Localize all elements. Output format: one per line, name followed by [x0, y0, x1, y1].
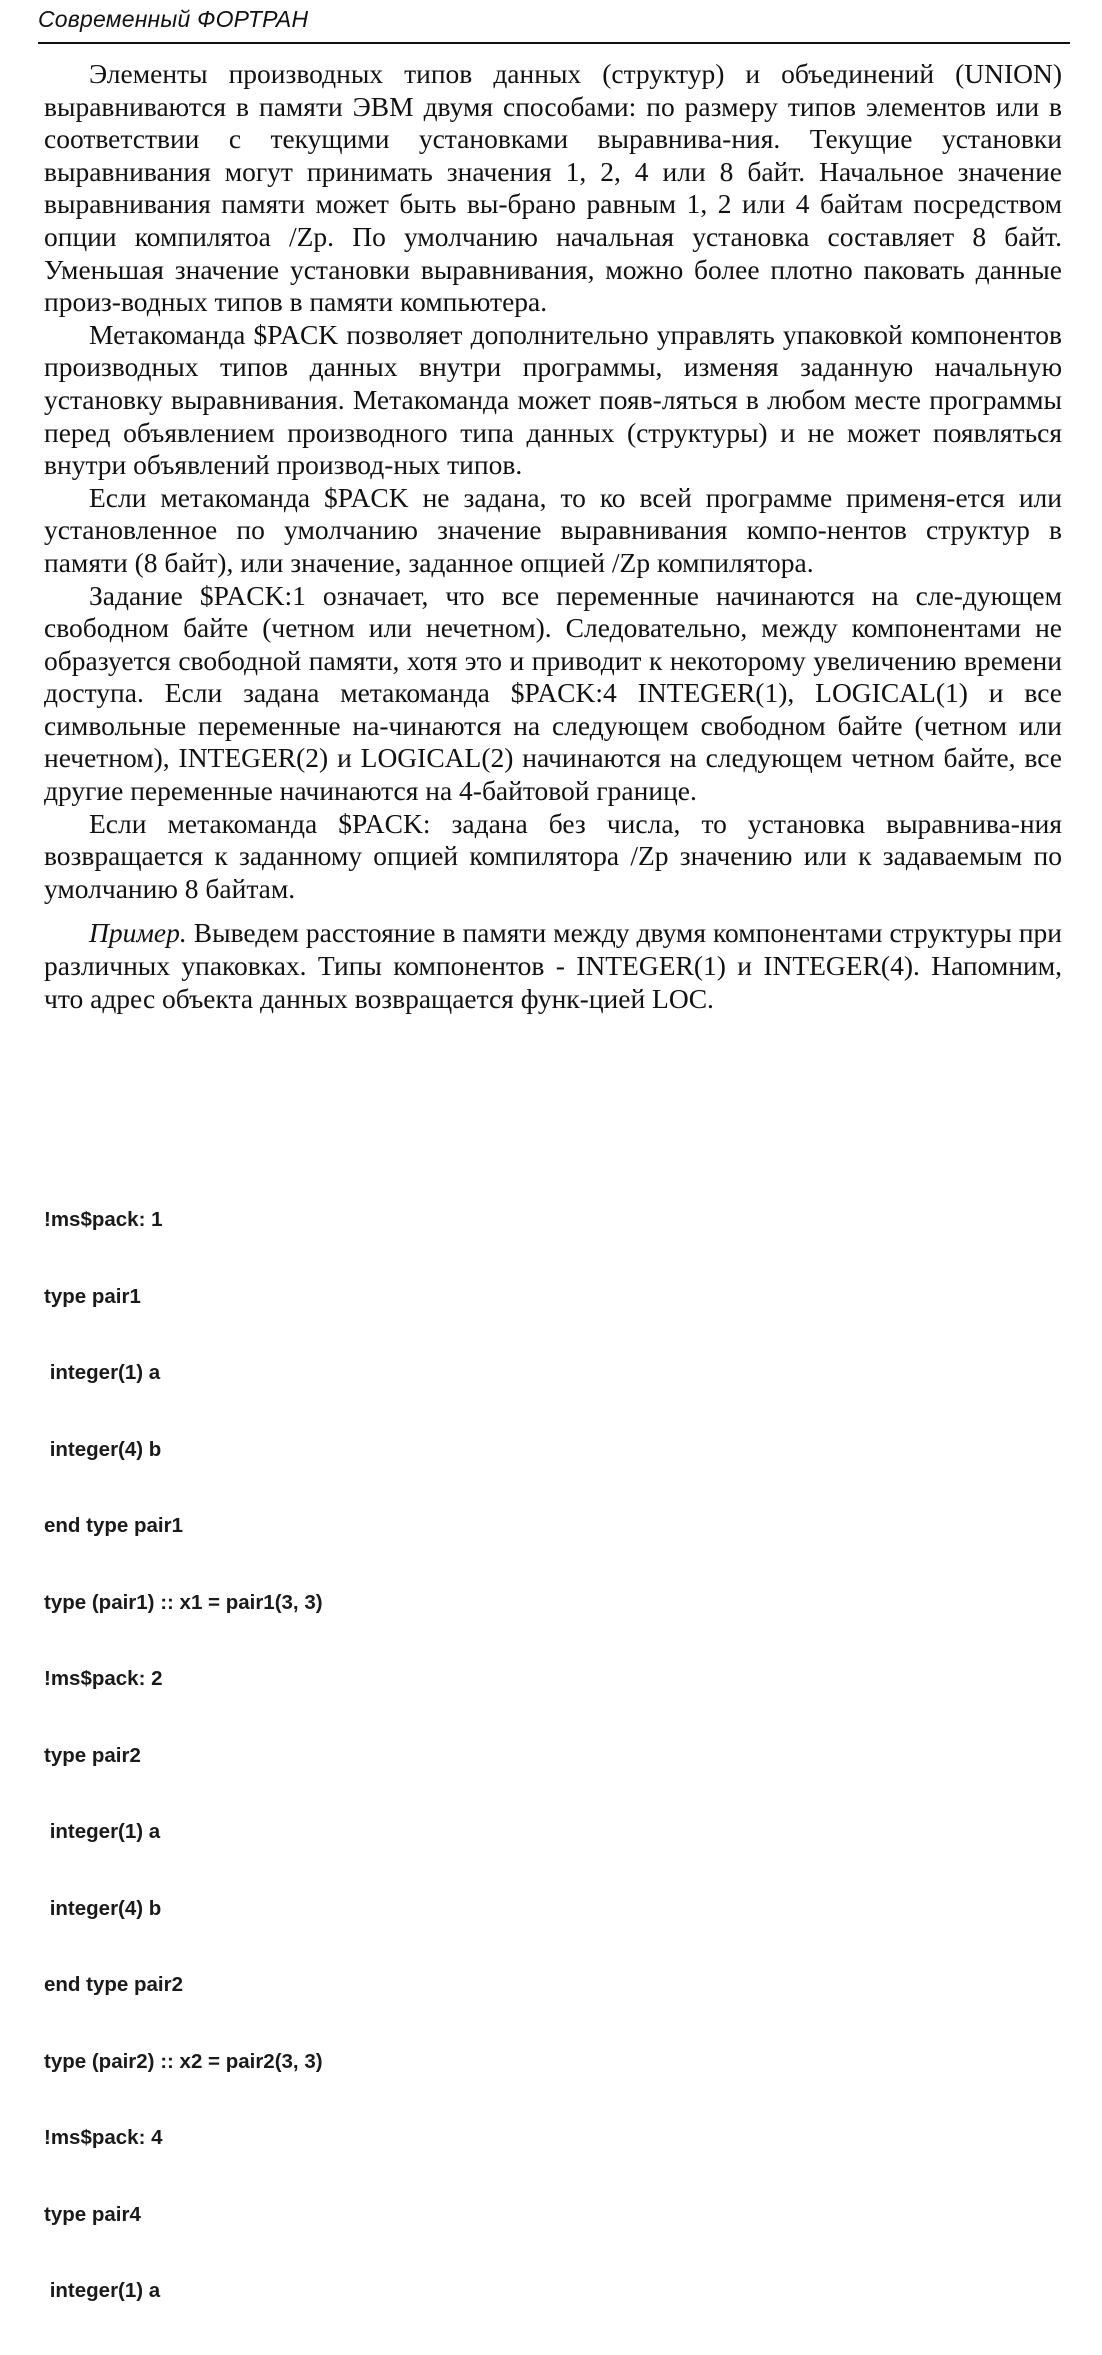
code-line: !ms$pack: 4 — [44, 2126, 163, 2149]
paragraph-alignment-intro: Элементы производных типов данных (структур) и объединений (UNION) выравниваются в памяти ЭВМ двумя способами: по размеру типов элементов или в соответствии с текущими установками выравнива-ния. Текущие установки выравнивания могут принимать значения 1, 2, 4 или 8 байт. Начальное значение выравнивания памяти может быть вы-брано равным 1, 2 или 4 байтам посредством опции компилятоа /Zp. По умолчанию начальная установка составляет 8 байт. Уменьшая значение установки выравнивания, можно более плотно паковать данные произ-водных типов в памяти компьютера. — [44, 58, 1062, 318]
code-line: integer(4) b — [44, 1896, 162, 1920]
code-line: type (pair1) :: x1 = pair1(3, 3) — [44, 1590, 323, 1614]
code-line: !ms$pack: 2 — [44, 1667, 163, 1690]
paragraph-pack-values: Задание $PACK:1 означает, что все переменные начинаются на сле-дующем свободном байте (четном или нечетном). Следовательно, между компонентами не образуется свободной памяти, хотя это и приводит к некоторому увеличению времени доступа. Если задана метакоманда $PACK:4 INTEGER(1), LOGICAL(1) и все символьные переменные на-чинаются на следующем свободном байте (четном или нечетном), INTEGER(2) и LOGICAL(2) начинаются на следующем четном байте, все другие переменные начинаются на 4-байтовой границе. — [44, 579, 1062, 807]
code-line: end type pair1 — [44, 1514, 183, 1537]
running-header: Современный ФОРТРАН — [38, 6, 309, 32]
paragraph-pack-no-number: Если метакоманда $PACK: задана без числа, то установка выравнива-ния возвращается к заданному опцией компилятора /Zp значению или к задаваемым по умолчанию 8 байтам. — [44, 807, 1062, 904]
body-text — [44, 58, 1062, 1015]
example-text: Выведем расстояние в памяти между двумя компонентами структуры при различных упаковках. Типы компонентов - INTEGER(1) и INTEGER(4). Напомним, что адрес объекта данных возвращается функ-цией LOC. — [44, 917, 1062, 1014]
code-line: integer(1) a — [44, 2279, 161, 2302]
code-line: integer(1) a — [44, 1361, 161, 1384]
code-line: type pair4 — [44, 2202, 141, 2226]
example-label: Пример. — [89, 917, 187, 949]
code-line: type pair1 — [44, 1284, 141, 1308]
code-listing — [44, 1156, 323, 2355]
code-line: integer(1) a — [44, 1820, 161, 1843]
code-line: type (pair2) :: x2 = pair2(3, 3) — [44, 2049, 323, 2073]
paragraph-pack-default: Если метакоманда $PACK не задана, то ко всей программе применя-ется или установленное по умолчанию значение выравнивания компо-нентов структур в памяти (8 байт), или значение, заданное опцией /Zp компилятора. — [44, 481, 1062, 578]
code-line: !ms$pack: 1 — [44, 1208, 163, 1231]
header-rule — [38, 42, 1070, 44]
code-line: type pair2 — [44, 1743, 141, 1767]
paragraph-pack-metacommand: Метакоманда $PACK позволяет дополнительно управлять упаковкой компонентов производных типов данных внутри программы, изменяя заданную начальную установку выравнивания. Метакоманда может появ-ляться в любом месте программы перед объявлением производного типа данных (структуры) и не может появляться внутри объявлений производ-ных типов. — [44, 318, 1062, 481]
paragraph-example — [44, 917, 1062, 1015]
code-line: integer(4) b — [44, 1437, 162, 1461]
code-line: end type pair2 — [44, 1973, 183, 1996]
